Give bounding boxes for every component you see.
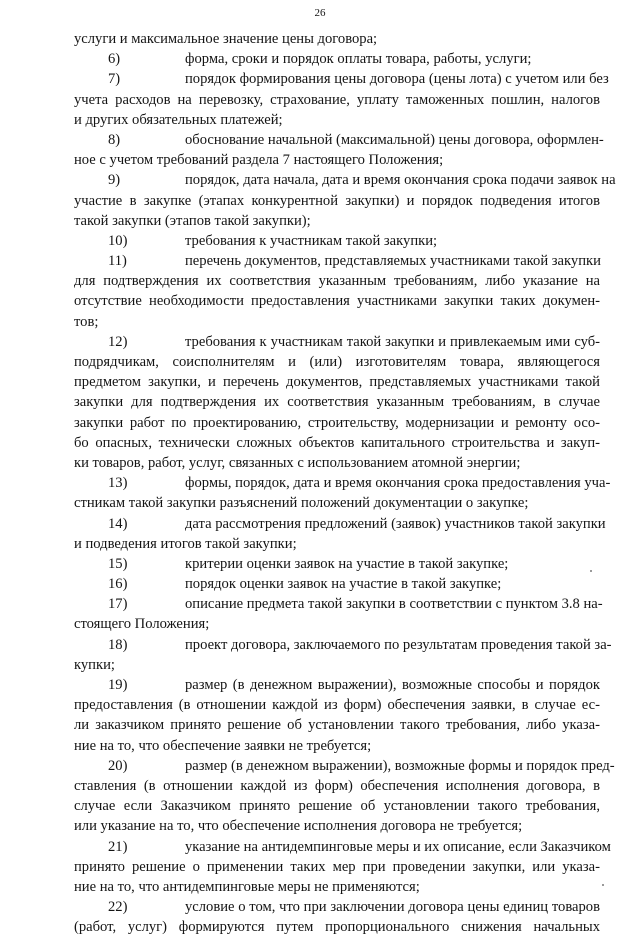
line-text: купки; bbox=[74, 656, 115, 673]
line-text: бо опасных, технически сложных объектов капитального строительства и закуп- bbox=[74, 434, 600, 451]
line-text: ли заказчиком принято решение об установлении такого требования, либо указа- bbox=[74, 717, 600, 734]
list-item-number: 14) bbox=[108, 515, 128, 532]
line-text: требования к участникам такой закупки и привлекаемым ими суб- bbox=[185, 333, 600, 350]
text-line bbox=[74, 655, 600, 675]
text-line bbox=[74, 352, 600, 372]
list-item-number: 9) bbox=[108, 172, 121, 189]
text-line bbox=[74, 150, 600, 170]
line-text: форма, сроки и порядок оплаты товара, работы, услуги; bbox=[185, 51, 532, 68]
line-text: и других обязательных платежей; bbox=[74, 111, 283, 128]
line-text: услуги и максимальное значение цены договора; bbox=[74, 31, 378, 47]
text-line bbox=[74, 69, 609, 89]
text-line bbox=[74, 170, 616, 190]
text-line bbox=[74, 554, 600, 574]
line-text: критерии оценки заявок на участие в такой закупке; bbox=[185, 555, 509, 572]
text-line bbox=[74, 271, 600, 291]
line-text: формы, порядок, дата и время окончания срока предоставления уча- bbox=[185, 475, 611, 492]
line-text: тов; bbox=[74, 313, 99, 330]
text-line bbox=[74, 372, 600, 392]
line-text: дата рассмотрения предложений (заявок) участников такой закупки bbox=[185, 515, 606, 532]
page-number: 26 bbox=[314, 7, 326, 19]
text-line bbox=[74, 796, 600, 816]
text-line bbox=[74, 715, 600, 735]
text-line bbox=[74, 90, 600, 110]
text-line bbox=[74, 433, 600, 453]
list-item-number: 18) bbox=[108, 636, 128, 653]
line-text: указание на антидемпинговые меры и их описание, если Заказчиком bbox=[185, 838, 611, 855]
text-line bbox=[74, 574, 600, 594]
line-text: обоснование начальной (максимальной) цены договора, оформлен- bbox=[185, 131, 604, 148]
text-line bbox=[74, 837, 611, 857]
list-item-number: 17) bbox=[108, 596, 128, 613]
text-line bbox=[74, 49, 600, 69]
text-line bbox=[74, 473, 611, 493]
text-line bbox=[74, 756, 615, 776]
text-line bbox=[74, 110, 600, 130]
text-line bbox=[74, 635, 612, 655]
line-text: ное с учетом требований раздела 7 настоящего Положения; bbox=[74, 152, 444, 169]
line-text: ставления (в отношении каждой из форм) обеспечения исполнения договора, в bbox=[74, 777, 600, 794]
line-text: ние на то, что антидемпинговые меры не применяются; bbox=[74, 878, 420, 895]
list-item-number: 13) bbox=[108, 475, 128, 492]
text-line bbox=[74, 251, 600, 271]
line-text: порядок формирования цены договора (цены лота) с учетом или без bbox=[185, 71, 609, 88]
list-item-number: 21) bbox=[108, 838, 128, 855]
line-text: ние на то, что обеспечение заявки не требуется; bbox=[74, 737, 372, 754]
line-text: ки товаров, работ, услуг, связанных с использованием атомной энергии; bbox=[74, 454, 521, 471]
text-line bbox=[74, 514, 606, 534]
text-line bbox=[74, 675, 600, 695]
line-text: предоставления (в отношении каждой из форм) обеспечения заявки, в случае ес- bbox=[74, 697, 600, 714]
text-line bbox=[74, 332, 600, 352]
text-line bbox=[74, 29, 600, 49]
text-line bbox=[74, 211, 600, 231]
line-text: порядок оценки заявок на участие в такой закупке; bbox=[185, 576, 502, 593]
document-body bbox=[74, 29, 616, 937]
line-text: порядок, дата начала, дата и время окончания срока подачи заявок на bbox=[185, 172, 616, 189]
text-line bbox=[74, 534, 600, 554]
text-line bbox=[74, 736, 600, 756]
list-item-number: 19) bbox=[108, 677, 128, 693]
line-text: требования к участникам такой закупки; bbox=[185, 232, 438, 249]
line-text: случае если Заказчиком принято решение об установлении такого требования, bbox=[74, 798, 600, 815]
text-line bbox=[74, 191, 600, 211]
text-line bbox=[74, 231, 600, 251]
line-text: размер (в денежном выражении), возможные формы и порядок пред- bbox=[185, 757, 615, 774]
line-text: проект договора, заключаемого по результатам проведения такой за- bbox=[185, 636, 612, 653]
line-text: участие в закупке (этапах конкурентной закупки) и порядок подведения итогов bbox=[74, 192, 600, 209]
text-line bbox=[74, 312, 600, 332]
text-line bbox=[74, 897, 600, 917]
line-text: (работ, услуг) формируются путем пропорционального снижения начальных bbox=[74, 919, 600, 936]
text-line bbox=[74, 917, 600, 937]
line-text: учета расходов на перевозку, страхование, уплату таможенных пошлин, налогов bbox=[74, 91, 600, 108]
list-item-number: 6) bbox=[108, 51, 121, 68]
scan-speck bbox=[602, 884, 604, 886]
line-text: стникам такой закупки разъяснений положений документации о закупке; bbox=[74, 495, 529, 512]
text-line bbox=[74, 453, 600, 473]
text-line bbox=[74, 291, 600, 311]
line-text: принято решение о применении таких мер при проведении закупки, или указа- bbox=[74, 858, 600, 875]
text-line bbox=[74, 857, 600, 877]
text-line bbox=[74, 614, 600, 634]
line-text: стоящего Положения; bbox=[74, 616, 210, 633]
list-item-number: 7) bbox=[108, 71, 121, 88]
line-text: для подтверждения их соответствия указанным требованиям, либо указание на bbox=[74, 273, 600, 290]
line-text: такой закупки (этапов такой закупки); bbox=[74, 212, 311, 229]
line-text: и подведения итогов такой закупки; bbox=[74, 535, 297, 552]
list-item-number: 10) bbox=[108, 232, 128, 249]
scan-speck bbox=[590, 570, 592, 572]
list-item-number: 8) bbox=[108, 131, 121, 148]
line-text: или указание на то, что обеспечение исполнения договора не требуется; bbox=[74, 818, 523, 835]
text-line bbox=[74, 413, 600, 433]
line-text: перечень документов, представляемых участниками такой закупки bbox=[185, 253, 601, 270]
line-text: закупки работ по проектированию, строительству, модернизации и ремонту осо- bbox=[74, 414, 600, 431]
list-item-number: 12) bbox=[108, 333, 128, 350]
list-item-number: 11) bbox=[108, 253, 127, 270]
line-text: условие о том, что при заключении договора цены единиц товаров bbox=[185, 899, 600, 916]
line-text: отсутствие необходимости предоставления участниками закупки таких докумен- bbox=[74, 293, 600, 310]
text-line bbox=[74, 392, 600, 412]
text-line bbox=[74, 695, 600, 715]
text-line bbox=[74, 776, 600, 796]
list-item-number: 20) bbox=[108, 757, 128, 774]
text-line bbox=[74, 816, 600, 836]
line-text: предметом закупки, и перечень документов, представляемых участниками такой bbox=[74, 374, 600, 391]
list-item-number: 16) bbox=[108, 576, 128, 593]
list-item-number: 22) bbox=[108, 899, 128, 916]
line-text: закупки для подтверждения их соответствия указанным требованиям, в случае bbox=[74, 394, 600, 411]
line-text: описание предмета такой закупки в соответствии с пунктом 3.8 на- bbox=[185, 596, 603, 613]
line-text: размер (в денежном выражении), возможные способы и порядок bbox=[185, 677, 600, 693]
list-item-number: 15) bbox=[108, 555, 128, 572]
text-line bbox=[74, 493, 600, 513]
text-line bbox=[74, 594, 603, 614]
line-text: подрядчикам, соисполнителям и (или) изготовителям товара, являющегося bbox=[74, 354, 600, 370]
text-line bbox=[74, 877, 600, 897]
text-line bbox=[74, 130, 604, 150]
